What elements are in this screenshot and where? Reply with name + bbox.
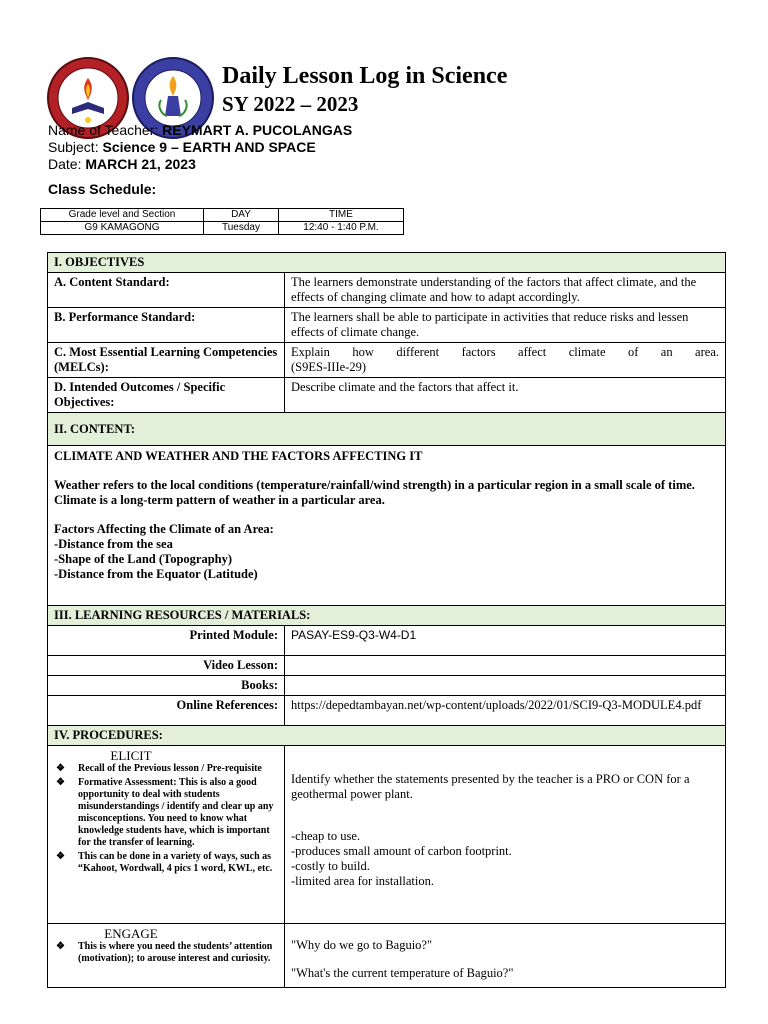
content-standard-value: The learners demonstrate understanding of the factors that affect climate, and the effects of changing climate and how to adapt accordingly. <box>285 273 726 308</box>
list-item: ❖ Recall of the Previous lesson / Pre-requisite <box>56 763 262 774</box>
diamond-bullet-icon: ❖ <box>56 777 65 788</box>
date-value: MARCH 21, 2023 <box>85 156 196 172</box>
elicit-bullets <box>54 763 278 875</box>
engage-bullets <box>54 941 278 965</box>
content-standard-label: A. Content Standard: <box>48 273 285 308</box>
video-lesson-label: Video Lesson: <box>48 656 285 676</box>
melcs-code: (S9ES-IIIe-29) <box>291 360 366 374</box>
lesson-log-table <box>47 252 726 988</box>
factor-item: -Distance from the sea <box>54 537 173 551</box>
engage-guide <box>48 924 285 988</box>
subject-value: Science 9 – EARTH AND SPACE <box>102 139 316 155</box>
intended-outcomes-label: D. Intended Outcomes / Specific Objectives: <box>48 378 285 413</box>
books-label: Books: <box>48 676 285 696</box>
books-value <box>285 676 726 696</box>
list-item: ❖ This is where you need the students’ attention (motivation); to arouse interest and curiosity. <box>56 941 273 964</box>
engage-title: ENGAGE <box>104 926 158 941</box>
printed-module-value: PASAY-ES9-Q3-W4-D1 <box>285 626 726 656</box>
class-schedule-label: Class Schedule: <box>48 181 157 197</box>
elicit-activity <box>285 746 726 924</box>
performance-standard-label: B. Performance Standard: <box>48 308 285 343</box>
factor-item: -Distance from the Equator (Latitude) <box>54 567 258 581</box>
engage-question: "What's the current temperature of Baguio?" <box>291 966 514 980</box>
date-line <box>48 156 196 172</box>
content-title: CLIMATE AND WEATHER AND THE FACTORS AFFECTING IT <box>54 449 423 463</box>
document-title: Daily Lesson Log in Science <box>222 63 508 89</box>
schedule-header-cell: DAY <box>204 209 279 222</box>
elicit-title: ELICIT <box>110 748 152 763</box>
teacher-name: REYMART A. PUCOLANGAS <box>162 122 353 138</box>
engage-activity <box>285 924 726 988</box>
elicit-statement: -limited area for installation. <box>291 874 435 888</box>
teacher-line <box>48 122 352 138</box>
online-references-link[interactable]: https://depedtambayan.net/wp-content/uploads/2022/01/SCI9-Q3-MODULE4.pdf <box>285 696 726 726</box>
diamond-bullet-icon: ❖ <box>56 763 65 774</box>
diamond-bullet-icon: ❖ <box>56 851 65 862</box>
printed-module-label: Printed Module: <box>48 626 285 656</box>
schedule-day: Tuesday <box>204 222 279 235</box>
content-paragraph: Weather refers to the local conditions (temperature/rainfall/wind strength) in a particular region in a small scale of time. Climate is a long-term pattern of weather in a particular area. <box>54 478 695 507</box>
diamond-bullet-icon: ❖ <box>56 941 65 952</box>
performance-standard-value: The learners shall be able to participate in activities that reduce risks and lessen effects of climate change. <box>285 308 726 343</box>
subject-line <box>48 139 316 155</box>
elicit-statement: -costly to build. <box>291 859 370 873</box>
school-year: SY 2022 – 2023 <box>222 92 359 116</box>
elicit-instruction: Identify whether the statements presented by the teacher is a PRO or CON for a geothermal power plant. <box>291 772 690 801</box>
content-heading: II. CONTENT: <box>48 413 726 446</box>
schedule-data-row <box>41 222 404 235</box>
schedule-header-cell: TIME <box>279 209 404 222</box>
schedule-header-row <box>41 209 404 222</box>
objectives-heading: I. OBJECTIVES <box>48 253 726 273</box>
video-lesson-value <box>285 656 726 676</box>
online-references-label: Online References: <box>48 696 285 726</box>
schedule-section: G9 KAMAGONG <box>41 222 204 235</box>
schedule-table <box>40 208 404 235</box>
schedule-time: 12:40 - 1:40 P.M. <box>279 222 404 235</box>
elicit-guide <box>48 746 285 924</box>
teacher-label: Name of Teacher: <box>48 122 163 138</box>
intended-outcomes-value: Describe climate and the factors that affect it. <box>285 378 726 413</box>
subject-label: Subject: <box>48 139 103 155</box>
procedures-heading: IV. PROCEDURES: <box>48 726 726 746</box>
resources-heading: III. LEARNING RESOURCES / MATERIALS: <box>48 606 726 626</box>
date-label: Date: <box>48 156 86 172</box>
elicit-statement: -produces small amount of carbon footprint. <box>291 844 512 858</box>
melcs-value <box>285 343 726 378</box>
factors-title: Factors Affecting the Climate of an Area: <box>54 522 274 536</box>
list-item: ❖ Formative Assessment: This is also a good opportunity to deal with students misunderstandings / identify and clear up any misconceptions. You need to know what knowledge students have, which is important for the transfer of learning. <box>56 777 274 848</box>
list-item: ❖ This can be done in a variety of ways, such as “Kahoot, Wordwall, 4 pics 1 word, KWL, etc. <box>56 851 273 874</box>
schedule-header-cell: Grade level and Section <box>41 209 204 222</box>
melcs-text: Explain how different factors affect climate of an area. <box>291 345 719 359</box>
elicit-statement: -cheap to use. <box>291 829 361 843</box>
content-body <box>48 446 726 606</box>
factor-item: -Shape of the Land (Topography) <box>54 552 233 566</box>
engage-question: "Why do we go to Baguio?" <box>291 938 433 952</box>
melcs-label: C. Most Essential Learning Competencies (MELCs): <box>48 343 285 378</box>
